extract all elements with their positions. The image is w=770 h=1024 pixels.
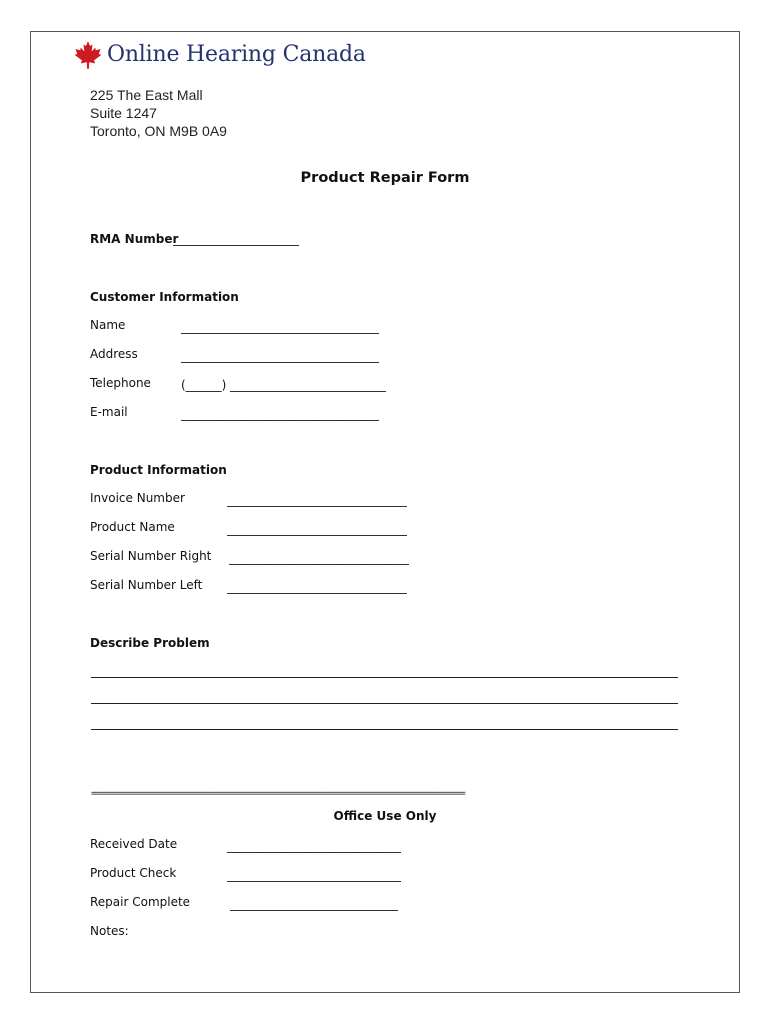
customer-name-field[interactable]: _________________________________: [181, 320, 379, 334]
repair-complete-label: Repair Complete: [90, 895, 191, 909]
invoice-number-field[interactable]: ______________________________: [227, 493, 407, 507]
problem-line-2[interactable]: [91, 703, 678, 704]
rma-number-label: RMA Number: [90, 232, 179, 246]
product-check-label: Product Check: [90, 866, 177, 880]
address-line-1: 225 The East Mall: [90, 87, 203, 103]
section-separator: ==========================================================================================: [91, 790, 465, 799]
company-address: [90, 86, 227, 140]
serial-number-right-field[interactable]: ______________________________: [229, 551, 409, 565]
invoice-number-label: Invoice Number: [90, 491, 185, 505]
problem-line-1[interactable]: [91, 677, 678, 678]
product-information-heading: Product Information: [90, 463, 227, 477]
serial-number-left-field[interactable]: ______________________________: [227, 580, 407, 594]
repair-complete-field[interactable]: ____________________________: [230, 897, 398, 911]
rma-number-field[interactable]: _____________________: [173, 232, 299, 246]
maple-leaf-icon: [73, 40, 103, 70]
customer-telephone-field[interactable]: (______) __________________________: [181, 378, 387, 392]
customer-telephone-label: Telephone: [90, 376, 151, 390]
received-date-field[interactable]: _____________________________: [227, 839, 401, 853]
customer-address-field[interactable]: _________________________________: [181, 349, 379, 363]
company-logo: [73, 40, 366, 70]
customer-name-label: Name: [90, 318, 126, 332]
describe-problem-heading: Describe Problem: [90, 636, 210, 650]
company-name: Online Hearing Canada: [107, 42, 366, 67]
notes-label: Notes:: [90, 924, 129, 938]
customer-email-field[interactable]: _________________________________: [181, 407, 379, 421]
customer-information-heading: Customer Information: [90, 290, 239, 304]
product-name-label: Product Name: [90, 520, 175, 534]
address-line-3: Toronto, ON M9B 0A9: [90, 123, 227, 139]
customer-email-label: E-mail: [90, 405, 128, 419]
problem-line-3[interactable]: [91, 729, 678, 730]
received-date-label: Received Date: [90, 837, 178, 851]
serial-number-left-label: Serial Number Left: [90, 578, 203, 592]
customer-address-label: Address: [90, 347, 138, 361]
form-title: Product Repair Form: [300, 170, 470, 186]
product-check-field[interactable]: _____________________________: [227, 868, 401, 882]
office-use-heading: Office Use Only: [333, 809, 437, 823]
serial-number-right-label: Serial Number Right: [90, 549, 212, 563]
product-name-field[interactable]: ______________________________: [227, 522, 407, 536]
address-line-2: Suite 1247: [90, 105, 157, 121]
